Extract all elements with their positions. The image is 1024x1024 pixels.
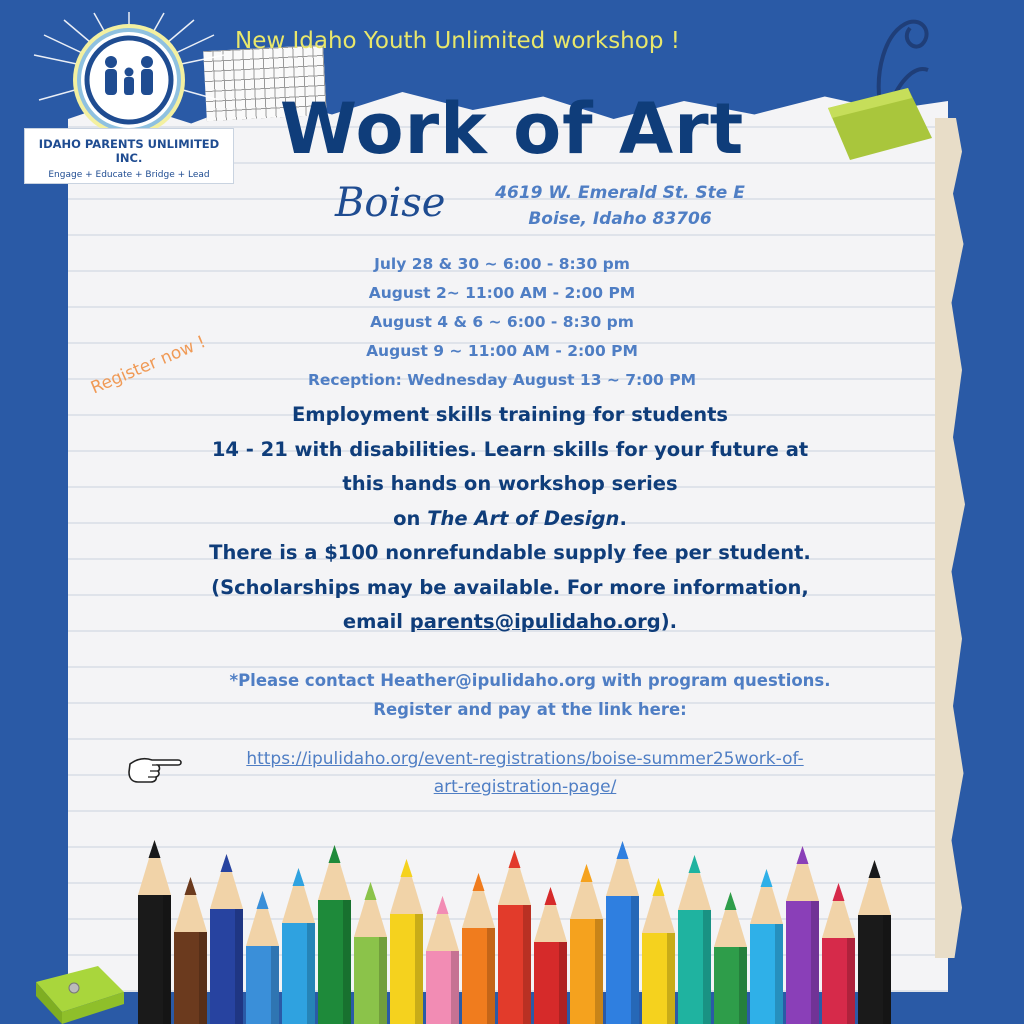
course-name: The Art of Design — [427, 506, 620, 530]
address-line-2: Boise, Idaho 83706 — [528, 209, 712, 229]
pencil — [462, 873, 495, 1024]
headline: New Idaho Youth Unlimited workshop ! — [235, 28, 680, 54]
contact-line: Register and pay at the link here: — [373, 700, 687, 719]
description-prefix: on — [393, 506, 428, 530]
colored-pencils-icon — [130, 800, 930, 1024]
org-tagline: Engage + Educate + Bridge + Lead — [48, 170, 210, 180]
schedule-item: August 2~ 11:00 AM - 2:00 PM — [368, 284, 636, 302]
pencil-sharpener-icon — [28, 962, 128, 1024]
register-now-label: Register now ! — [88, 332, 209, 399]
org-name: IDAHO PARENTS UNLIMITED — [38, 137, 220, 151]
schedule-item: August 9 ~ 11:00 AM - 2:00 PM — [366, 342, 638, 360]
pencil — [858, 860, 891, 1024]
torn-tape — [935, 118, 965, 958]
registration-link-line[interactable]: art-registration-page/ — [433, 777, 617, 797]
pencil — [246, 891, 279, 1024]
org-suffix: INC. — [115, 151, 143, 165]
description-suffix: . — [619, 506, 627, 530]
pencil — [642, 878, 675, 1024]
schedule-item: Reception: Wednesday August 13 ~ 7:00 PM — [307, 371, 697, 389]
description-line — [150, 502, 870, 537]
description — [150, 398, 870, 640]
pointing-hand-icon — [126, 752, 182, 786]
pencil — [210, 854, 243, 1024]
pencil — [822, 883, 855, 1024]
email-prefix: email — [342, 610, 410, 633]
pencil — [426, 896, 459, 1024]
registration-link[interactable] — [185, 745, 865, 801]
email-line — [150, 605, 870, 640]
fee-line: There is a $100 nonrefundable supply fee per student. — [209, 541, 811, 564]
pencil — [786, 846, 819, 1024]
pencil — [750, 869, 783, 1024]
page-title: Work of Art — [279, 88, 745, 170]
pencil — [318, 845, 351, 1024]
pencil — [498, 850, 531, 1024]
pencil — [678, 855, 711, 1024]
address-line-1: 4619 W. Emerald St. Ste E — [495, 183, 745, 203]
schedule-list — [230, 250, 774, 395]
pencil — [282, 868, 315, 1024]
description-line: this hands on workshop series — [342, 472, 678, 495]
scholarship-line: (Scholarships may be available. For more information, — [211, 575, 809, 599]
pencil — [606, 841, 639, 1024]
description-line: Employment skills training for students — [291, 403, 729, 426]
pencil — [174, 877, 207, 1024]
pencil — [138, 840, 171, 1024]
email-link[interactable]: parents@ipulidaho.org — [409, 610, 661, 633]
email-suffix: ). — [660, 610, 678, 633]
description-line: 14 - 21 with disabilities. Learn skills for your future at — [211, 437, 809, 461]
schedule-item: July 28 & 30 ~ 6:00 - 8:30 pm — [374, 255, 630, 273]
pencil — [534, 887, 567, 1024]
address — [470, 180, 770, 232]
pencil — [570, 864, 603, 1024]
contact-line: *Please contact Heather@ipulidaho.org with program questions. — [229, 671, 831, 690]
pencil — [714, 892, 747, 1024]
pencil — [354, 882, 387, 1024]
city-name: Boise — [335, 180, 446, 226]
schedule-item: August 4 & 6 ~ 6:00 - 8:30 pm — [370, 313, 634, 331]
contact-info — [150, 666, 910, 724]
registration-link-line[interactable]: https://ipulidaho.org/event-registrations/boise-summer25work-of- — [246, 749, 804, 769]
pencil — [390, 859, 423, 1024]
